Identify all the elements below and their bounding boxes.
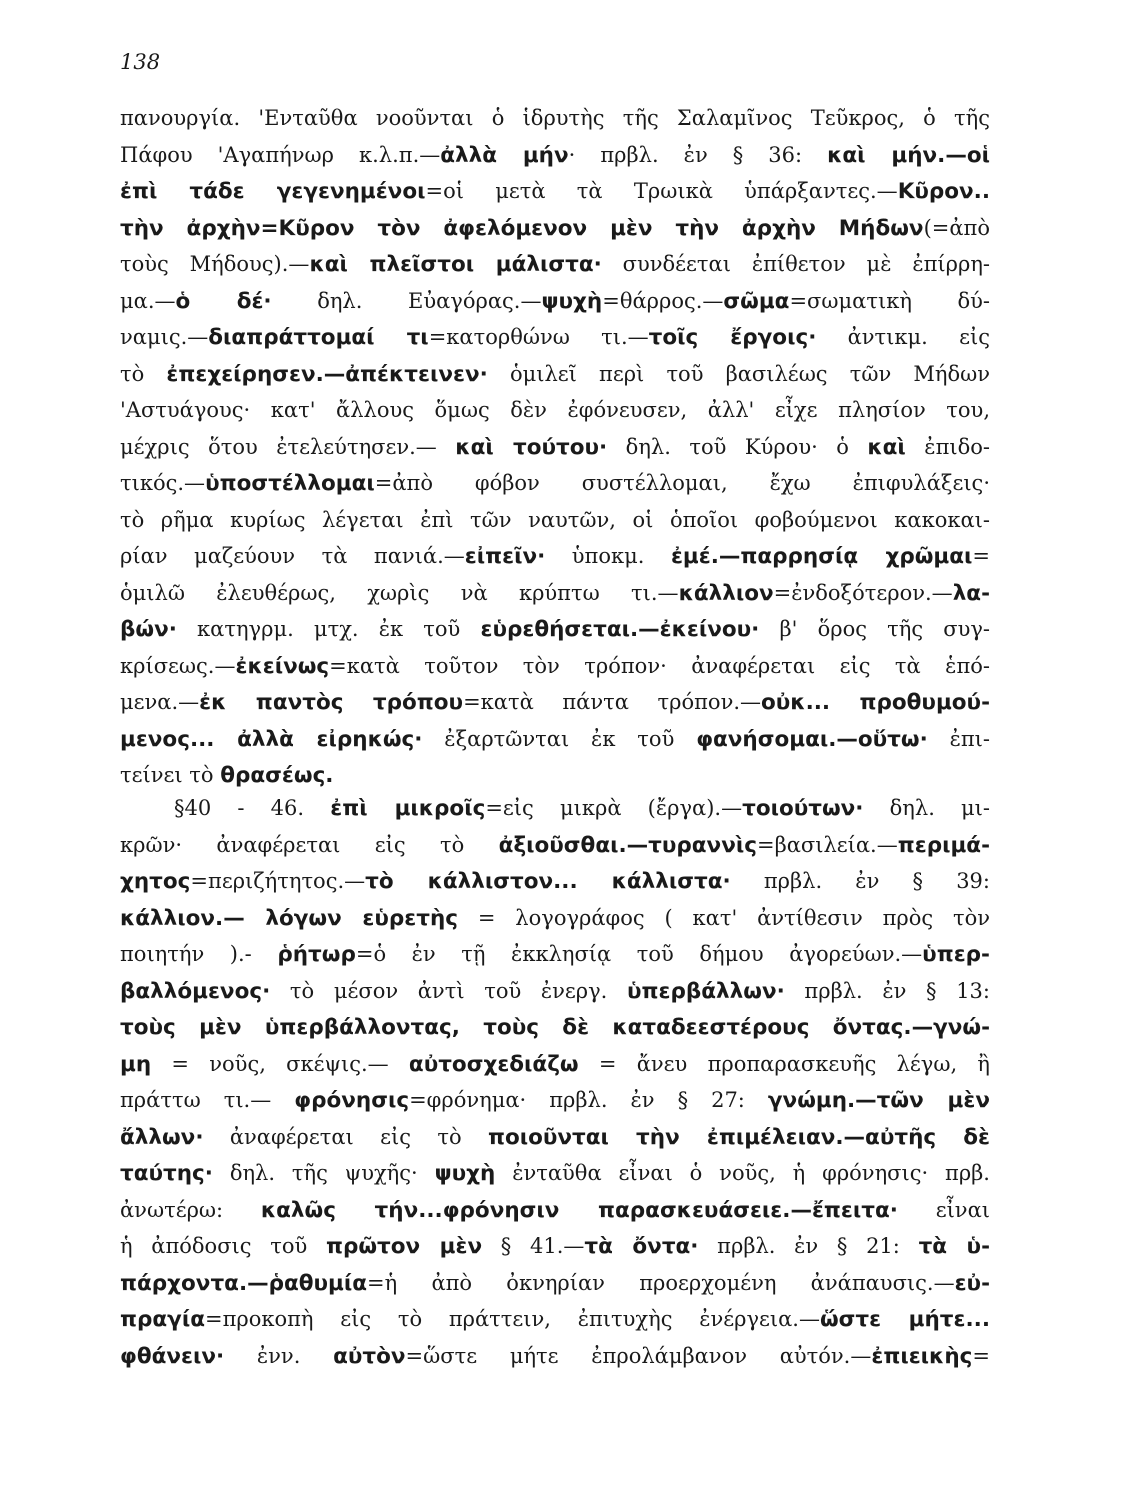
commentary-text: ἀνωτέρω: — [120, 1197, 261, 1222]
text-line — [120, 827, 990, 864]
commentary-text: μέχρις ὅτου ἐτελεύτησεν.— — [120, 434, 456, 459]
commentary-text: =ὁ ἐν τῇ ἐκκλησίᾳ τοῦ δήμου ἀγορεύων.— — [355, 942, 923, 966]
commentary-text: τικός.— — [120, 471, 206, 495]
commentary-text: =κατὰ πάντα τρόπον.— — [463, 690, 762, 714]
commentary-text: =κατορθώνω τι.— — [428, 325, 649, 349]
lemma-term: εὑρεθήσεται.—ἐκείνου· — [480, 617, 760, 642]
text-line — [120, 575, 990, 612]
commentary-text: ἐπι- — [927, 726, 991, 751]
commentary-text: 'Αστυάγους· κατ' ἄλλους ὅμως δὲν ἐφόνευσεν, ἀλλ' εἶχε πλησίον του, — [120, 398, 990, 422]
commentary-text: τὸ μέσον ἀντὶ τοῦ ἐνεργ. — [270, 978, 628, 1003]
text-line — [120, 757, 990, 794]
lemma-term: τοῖς ἔργοις· — [648, 325, 817, 350]
text-line — [120, 465, 990, 502]
lemma-term: κάλλιον — [678, 580, 774, 606]
commentary-text: ναμις.— — [120, 325, 209, 349]
commentary-text: πράττω τι.— — [120, 1088, 295, 1112]
commentary-text: β' ὅρος τῆς συγ- — [759, 617, 990, 641]
commentary-text: ὑποκμ. — [545, 544, 671, 568]
lemma-term: φθάνειν· — [120, 1343, 225, 1369]
commentary-text: =εἰς μικρὰ (ἔργα).— — [485, 796, 743, 820]
commentary-text: δηλ. Εὐαγόρας.— — [271, 288, 542, 313]
text-line — [120, 210, 990, 247]
text-line — [120, 1228, 990, 1265]
lemma-term: ἐκείνως — [235, 653, 330, 679]
lemma-term: βαλλόμενος· — [120, 978, 271, 1004]
commentary-text: δηλ. μι- — [863, 796, 991, 820]
commentary-text: μα.— — [120, 288, 176, 313]
text-line — [120, 1082, 990, 1119]
commentary-text: δηλ. τοῦ Κύρου· ὁ — [607, 434, 868, 459]
text-line — [120, 721, 990, 758]
text-line — [120, 684, 990, 721]
commentary-text: =θάρρος.— — [602, 288, 724, 313]
commentary-text: ρίαν μαζεύουν τὰ πανιά.— — [120, 544, 465, 568]
lemma-term: τοὺς μὲν ὑπερβάλλοντας, τοὺς δὲ καταδεεστέρους ὄντας.—γνώ- — [120, 1015, 990, 1040]
commentary-text: πανουργία. 'Ενταῦθα νοοῦνται ὁ ἱδρυτὴς τῆς Σαλαμῖνος Τεῦκρος, ὁ τῆς — [120, 106, 990, 130]
commentary-text: = — [972, 1343, 990, 1368]
text-line — [120, 863, 990, 900]
lemma-term: τοιούτων· — [742, 796, 864, 821]
commentary-text: =βασιλεία.— — [756, 832, 898, 857]
commentary-text: κατηγρμ. μτχ. ἐκ τοῦ — [176, 617, 481, 641]
lemma-term: ἐπὶ μικροῖς — [330, 796, 486, 821]
commentary-text: ποιητήν ).- — [120, 942, 278, 966]
commentary-text: ὁμιλῶ ἐλευθέρως, χωρὶς νὰ κρύπτω τι.— — [120, 580, 679, 605]
commentary-text: ἀναφέρεται εἰς τὸ — [203, 1124, 488, 1149]
lemma-term: σῶμα — [723, 288, 790, 314]
commentary-text: =ἡ ἀπὸ ὀκνηρίαν προερχομένη ἀνάπαυσις.— — [367, 1270, 955, 1295]
commentary-text: =ἀπὸ φόβον συστέλλομαι, ἔχω ἐπιφυλάξεις· — [374, 471, 990, 495]
commentary-text: δηλ. τῆς ψυχῆς· — [212, 1161, 435, 1185]
commentary-text: ἐπιδο- — [905, 434, 990, 459]
text-line — [120, 538, 990, 575]
commentary-text: τοὺς Μήδους).— — [120, 252, 310, 276]
text-line — [120, 936, 990, 973]
text-line — [120, 648, 990, 685]
commentary-text: =προκοπὴ εἰς τὸ πράττειν, ἐπιτυχὴς ἐνέργεια.— — [204, 1307, 820, 1331]
lemma-term: γνώμη.—τῶν μὲν — [767, 1088, 990, 1113]
lemma-term: θρασέως. — [220, 763, 334, 788]
text-line — [120, 137, 990, 174]
lemma-term: ψυχὴ — [434, 1161, 496, 1186]
text-line — [120, 1119, 990, 1156]
lemma-term: ἐμέ.—παρρησίᾳ χρῶμαι — [670, 544, 973, 569]
commentary-text: εἶναι — [897, 1197, 990, 1222]
commentary-text: τὸ ρῆμα κυρίως λέγεται ἐπὶ τῶν ναυτῶν, οἱ ὁποῖοι φοβούμενοι κακοκαι- — [120, 507, 990, 532]
text-line — [120, 100, 990, 137]
commentary-paragraph-1 — [120, 100, 990, 794]
text-line — [120, 1265, 990, 1302]
text-line — [120, 1192, 990, 1229]
lemma-term: τὰ ὄντα· — [584, 1234, 699, 1259]
text-line — [120, 283, 990, 320]
lemma-term: τὰ ὑ- — [918, 1234, 991, 1259]
text-line — [120, 392, 990, 429]
lemma-term: διαπράττομαί τι — [208, 325, 429, 350]
lemma-term: ὑπερβάλλων· — [627, 978, 785, 1004]
commentary-text: ἐνταῦθα εἶναι ὁ νοῦς, ἡ φρόνησις· πρβ. — [495, 1161, 990, 1185]
text-line — [120, 1046, 990, 1083]
lemma-term: βών· — [120, 617, 177, 642]
commentary-text: κρῶν· ἀναφέρεται εἰς τὸ — [120, 832, 499, 857]
commentary-text: πρβλ. ἐν § 13: — [784, 978, 990, 1003]
commentary-text: ἐξαρτῶνται ἐκ τοῦ — [422, 726, 697, 751]
commentary-text: Πάφου 'Αγαπήνωρ κ.λ.π.— — [120, 142, 441, 167]
lemma-term: περιμά- — [897, 832, 990, 858]
lemma-term: αὐτοσχεδιάζω — [408, 1051, 579, 1077]
lemma-term: τὸ κάλλιστον... κάλλιστα· — [365, 869, 731, 894]
lemma-term: ῥήτωρ — [277, 942, 356, 967]
commentary-text: συνδέεται ἐπίθετον μὲ ἐπίρρη- — [601, 252, 991, 276]
commentary-text: =ἐνδοξότερον.— — [773, 580, 953, 605]
lemma-term: μη — [120, 1051, 152, 1077]
text-line — [120, 1155, 990, 1192]
lemma-term: ταύτης· — [120, 1161, 213, 1186]
lemma-term: Κῦρον.. — [897, 179, 991, 204]
lemma-term: τὴν ἀρχὴν=Κῦρον τὸν ἀφελόμενον μὲν τὴν ἀρχὴν Μήδων — [120, 215, 924, 241]
text-line — [120, 790, 990, 827]
lemma-term: καὶ πλεῖστοι μάλιστα· — [309, 252, 602, 277]
lemma-term: καὶ τούτου· — [455, 434, 608, 460]
lemma-term: εἰπεῖν· — [464, 544, 546, 569]
lemma-term: λα- — [952, 580, 990, 606]
lemma-term: ποιοῦνται τὴν ἐπιμέλειαν.—αὐτῆς δὲ — [487, 1124, 991, 1150]
commentary-text: τὸ — [120, 361, 167, 386]
commentary-text: · πρβλ. ἐν § 36: — [568, 142, 828, 167]
commentary-text: = νοῦς, σκέψις.— — [151, 1051, 409, 1076]
text-line — [120, 173, 990, 210]
lemma-term: ἀλλὰ μήν — [440, 142, 569, 168]
commentary-text: §40 - 46. — [174, 796, 331, 820]
lemma-term: αὐτὸν — [333, 1343, 406, 1369]
text-line — [120, 356, 990, 393]
commentary-text: πρβλ. ἐν § 21: — [698, 1234, 919, 1258]
text-line — [120, 1301, 990, 1338]
text-line — [120, 246, 990, 283]
commentary-text: = — [972, 544, 990, 568]
lemma-term: μενος... ἀλλὰ εἰρηκώς· — [120, 726, 423, 752]
lemma-term: καλῶς τήν...φρόνησιν παρασκευάσειε.—ἔπειτα· — [260, 1197, 898, 1223]
text-line — [120, 319, 990, 356]
commentary-text: ἐνν. — [224, 1343, 334, 1368]
lemma-term: χητος — [120, 869, 191, 894]
text-line — [120, 1009, 990, 1046]
commentary-text: =ὥστε μήτε ἐπρολάμβανον αὐτόν.— — [405, 1343, 872, 1368]
lemma-term: ἐκ παντὸς τρόπου — [199, 690, 464, 715]
text-line — [120, 502, 990, 539]
lemma-term: οὐκ... προθυμού- — [761, 690, 990, 715]
lemma-term: ὑπερ- — [922, 942, 990, 967]
commentary-text: (=ἀπὸ — [923, 215, 990, 240]
lemma-term: καὶ — [867, 434, 906, 460]
commentary-text: ὁμιλεῖ περὶ τοῦ βασιλέως τῶν Μήδων — [487, 361, 990, 386]
lemma-term: ὥστε μήτε... — [820, 1307, 990, 1332]
commentary-text: =κατὰ τοῦτον τὸν τρόπον· ἀναφέρεται εἰς τὰ ἑπό- — [329, 653, 990, 678]
lemma-term: πρῶτον μὲν — [325, 1234, 483, 1259]
commentary-text: § 41.— — [482, 1234, 585, 1258]
text-line — [120, 900, 990, 937]
lemma-term: εὐ- — [954, 1270, 990, 1296]
lemma-term: κάλλιον.— λόγων εὑρετὴς — [120, 905, 459, 931]
commentary-text: = ἄνευ προπαρασκευῆς λέγω, ἢ — [578, 1051, 991, 1076]
text-line — [120, 611, 990, 648]
page-number: 138 — [120, 50, 161, 74]
text-line — [120, 429, 990, 466]
lemma-term: καὶ μήν.—οἱ — [827, 142, 991, 168]
lemma-term: ὁ δέ· — [175, 288, 272, 314]
commentary-text: ἡ ἀπόδοσις τοῦ — [120, 1234, 326, 1258]
lemma-term: ὑποστέλλομαι — [205, 471, 375, 496]
commentary-text: =σωματικὴ δύ- — [789, 288, 990, 313]
lemma-term: ἐπὶ τάδε γεγενημένοι — [120, 179, 426, 204]
lemma-term: ἄλλων· — [120, 1124, 204, 1150]
lemma-term: ἐπεχείρησεν.—ἀπέκτεινεν· — [166, 361, 488, 387]
commentary-text: = λογογράφος ( κατ' ἀντίθεσιν πρὸς τὸν — [458, 905, 991, 930]
commentary-text: =περιζήτητος.— — [190, 869, 366, 893]
commentary-text: ἀντικμ. εἰς — [816, 325, 990, 349]
lemma-term: ἀξιοῦσθαι.—τυραννὶς — [498, 832, 757, 858]
commentary-text: πρβλ. ἐν § 39: — [730, 869, 990, 893]
text-line — [120, 1338, 990, 1375]
lemma-term: πάρχοντα.—ῥαθυμία — [120, 1270, 368, 1296]
commentary-text: τείνει τὸ — [120, 763, 221, 787]
commentary-text: =φρόνημα· πρβλ. ἐν § 27: — [409, 1088, 768, 1112]
commentary-paragraph-2 — [120, 790, 990, 1374]
lemma-term: πραγία — [120, 1307, 205, 1332]
text-line — [120, 973, 990, 1010]
commentary-text: κρίσεως.— — [120, 653, 236, 678]
lemma-term: ἐπιεικὴς — [871, 1343, 973, 1369]
lemma-term: φανήσομαι.—οὕτω· — [696, 726, 928, 752]
lemma-term: ψυχὴ — [541, 288, 603, 314]
commentary-text: =οἱ μετὰ τὰ Τρωικὰ ὑπάρξαντες.— — [425, 179, 898, 203]
commentary-text: μενα.— — [120, 690, 200, 714]
lemma-term: φρόνησις — [294, 1088, 410, 1113]
